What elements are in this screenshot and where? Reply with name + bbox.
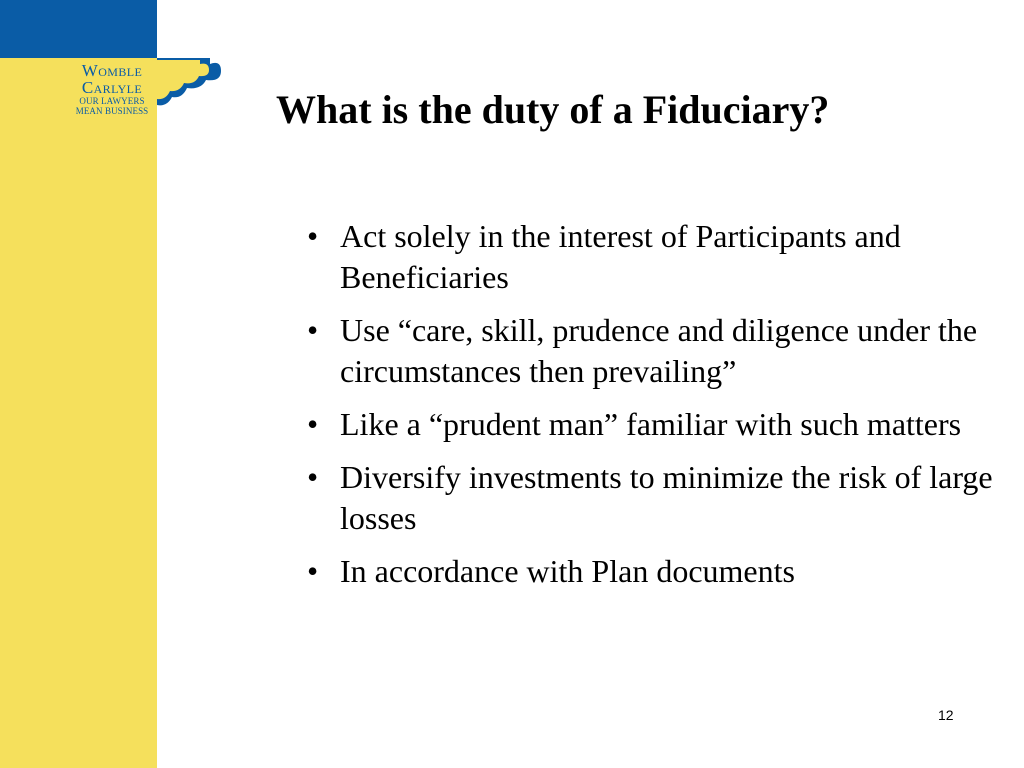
bullet-dot: • (307, 218, 319, 254)
bullet-dot: • (307, 459, 319, 495)
bullet-dot: • (307, 406, 319, 442)
logo-name-carlyle: Carlyle (81, 78, 143, 97)
company-logo (62, 62, 162, 116)
bullet-item (300, 551, 1000, 592)
bullet-item (300, 216, 1000, 298)
bullet-text: Use “care, skill, prudence and diligence under the circumstances then prevailing” (340, 312, 978, 389)
bullet-dot: • (307, 312, 319, 348)
bullet-list (300, 216, 1000, 604)
logo-tagline-2: MEAN BUSINESS (75, 106, 149, 116)
logo-tagline-1: OUR LAWYERS (79, 96, 145, 106)
bullet-text: In accordance with Plan documents (340, 553, 795, 589)
slide-title: What is the duty of a Fiduciary? (276, 87, 830, 132)
bullet-text: Diversify investments to minimize the risk of large losses (340, 459, 993, 536)
logo-name-womble: Womble (81, 61, 143, 80)
bullet-item (300, 310, 1000, 392)
bullet-text: Act solely in the interest of Participants and Beneficiaries (340, 218, 901, 295)
bullet-item (300, 457, 1000, 539)
registered-trademark: ® (214, 66, 221, 76)
bullet-item (300, 404, 1000, 445)
slide-number: 12 (938, 707, 954, 723)
bullet-text: Like a “prudent man” familiar with such matters (340, 406, 962, 442)
bullet-dot: • (307, 553, 319, 589)
